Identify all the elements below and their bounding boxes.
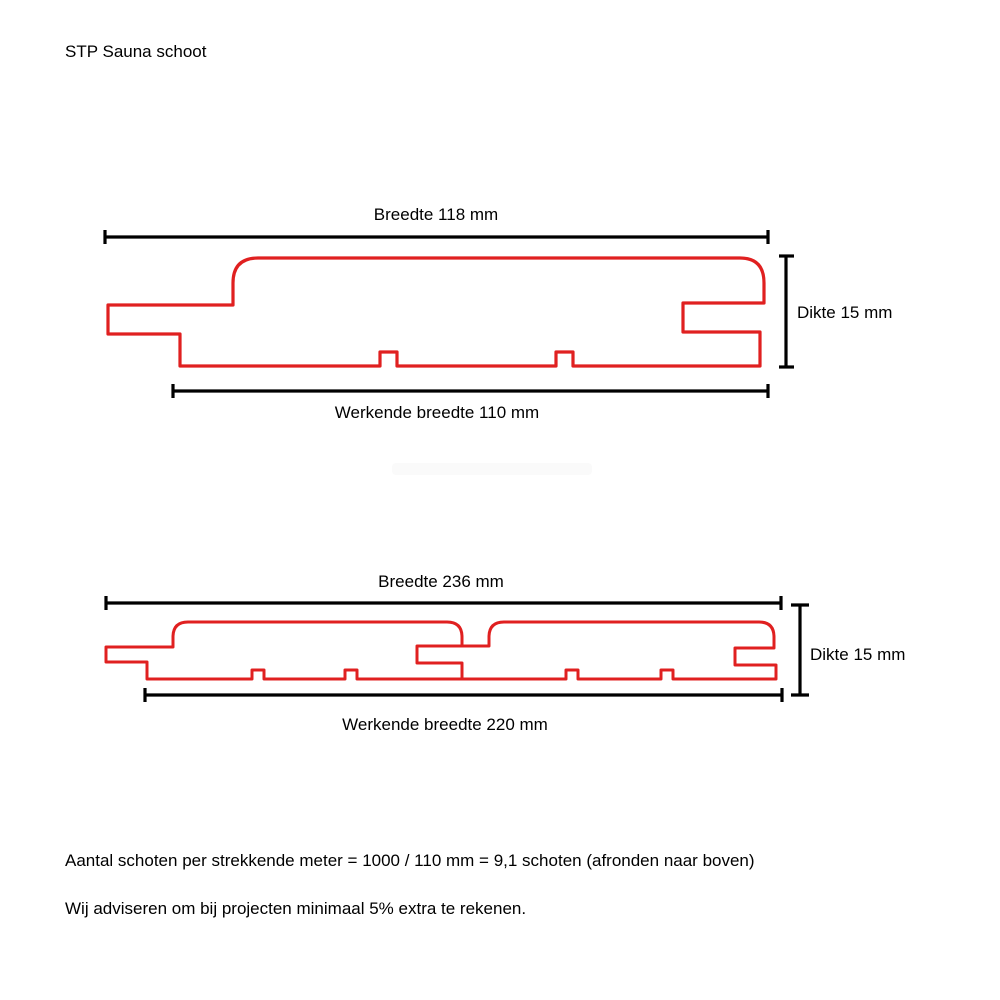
- profile-2-right-plank-outline: [462, 622, 776, 679]
- profile-1-outline: [108, 258, 764, 366]
- dimension-werkende-breedte-2: [145, 688, 782, 702]
- dimension-breedte-1: [105, 230, 768, 244]
- dikte-1-label: Dikte 15 mm: [797, 303, 893, 322]
- page-title: STP Sauna schoot: [65, 42, 207, 61]
- dimension-werkende-breedte-1: [173, 384, 768, 398]
- diagram-1-group: [105, 230, 794, 398]
- werkende-breedte-1-label: Werkende breedte 110 mm: [334, 403, 540, 422]
- breedte-2-label: Breedte 236 mm: [378, 572, 504, 591]
- note-extra-advies: Wij adviseren om bij projecten minimaal 5% extra te rekenen.: [65, 899, 527, 918]
- dimension-breedte-2: [106, 596, 781, 610]
- note-schoten-per-meter: Aantal schoten per strekkende meter = 1000 / 110 mm = 9,1 schoten (afronden naar boven): [65, 851, 755, 870]
- breedte-1-label: Breedte 118 mm: [373, 205, 499, 224]
- werkende-breedte-2-label: Werkende breedte 220 mm: [342, 715, 548, 734]
- dikte-2-label: Dikte 15 mm: [810, 645, 906, 664]
- profile-2-left-plank-outline: [106, 622, 462, 679]
- dimension-dikte-1: [779, 256, 794, 367]
- diagram-2-group: [106, 596, 809, 702]
- dimension-dikte-2: [791, 605, 809, 695]
